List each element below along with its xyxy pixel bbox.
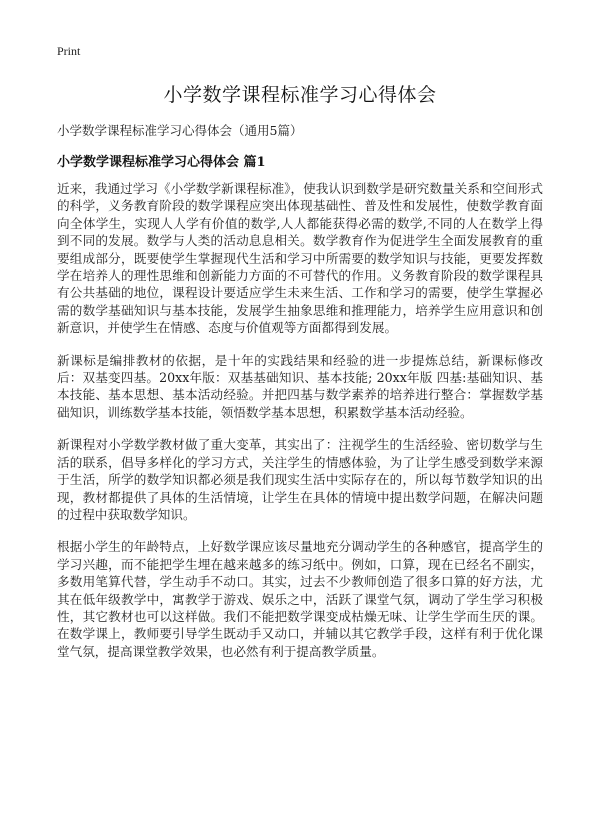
article-body [57, 180, 543, 675]
document-subtitle: 小学数学课程标准学习心得体会（通用5篇） [57, 123, 303, 138]
section-heading: 小学数学课程标准学习心得体会 篇1 [57, 155, 266, 170]
paragraph-3: 新课程对小学数学教材做了重大变革，其实出了：注视学生的生活经验、密切数学与生活的联系，倡导多样化的学习方式，关注学生的情感体验，为了让学生感受到数学来源于生活，所学的数学知识都必须是我们现实生活中实际存在的，所以每节数学知识的出现，教材都提供了具体的生活情境，让学生在具体的情境中提出数学问题，在解决问题的过程中获取数学知识。 [57, 437, 543, 522]
page-title: 小学数学课程标准学习心得体会 [163, 84, 437, 106]
paragraph-1: 近来，我通过学习《小学数学新课程标准》，使我认识到数学是研究数量关系和空间形式的科学，义务教育阶段的数学课程应突出体现基础性、普及性和发展性，使数学教育面向全体学生，实现人人学有价值的数学,人人都能获得必需的数学,不同的人在数学上得到不同的发展。数学与人类的活动息息相关。数学教育作为促进学生全面发展教育的重要组成部分，既要使学生掌握现代生活和学习中所需要的数学知识与技能，更要发挥数学在培养人的理性思维和创新能力方面的不可替代的作用。义务教育阶段的数学课程具有公共基础的地位，课程设计要适应学生未来生活、工作和学习的需要，使学生掌握必需的数学基础知识与基本技能，发展学生抽象思维和推理能力，培养学生应用意识和创新意识，并使学生在情感、态度与价值观等方面都得到发展。 [57, 181, 543, 336]
paragraph-2: 新课标是编排教材的依据，是十年的实践结果和经验的进一步提炼总结，新课标修改后：双基变四基。20xx年版：双基基础知识、基本技能; 20xx年版 四基:基础知识、基本技能、基本思想、基本活动经验。并把四基与数学素养的培养进行整合：掌握数学基础知识，训练数学基本技能，领悟数学基本思想，积累数学基本活动经验。 [57, 352, 543, 420]
print-link[interactable]: Print [57, 44, 81, 58]
paragraph-4: 根据小学生的年龄特点，上好数学课应该尽量地充分调动学生的各种感官，提高学生的学习兴趣，而不能把学生埋在越来越多的练习纸中。例如，口算，现在已经名不副实，多数用笔算代替，学生动手不动口。其实，过去不少教师创造了很多口算的好方法，尤其在低年级教学中，寓教学于游戏、娱乐之中，活跃了课堂气氛，调动了学生学习积极性，其它教材也可以这样做。我们不能把数学课变成枯燥无味、让学生学而生厌的课。在数学课上，教师要引导学生既动手又动口，并辅以其它教学手段，这样有利于优化课堂气氛，提高课堂教学效果，也必然有利于提高教学质量。 [57, 539, 543, 659]
